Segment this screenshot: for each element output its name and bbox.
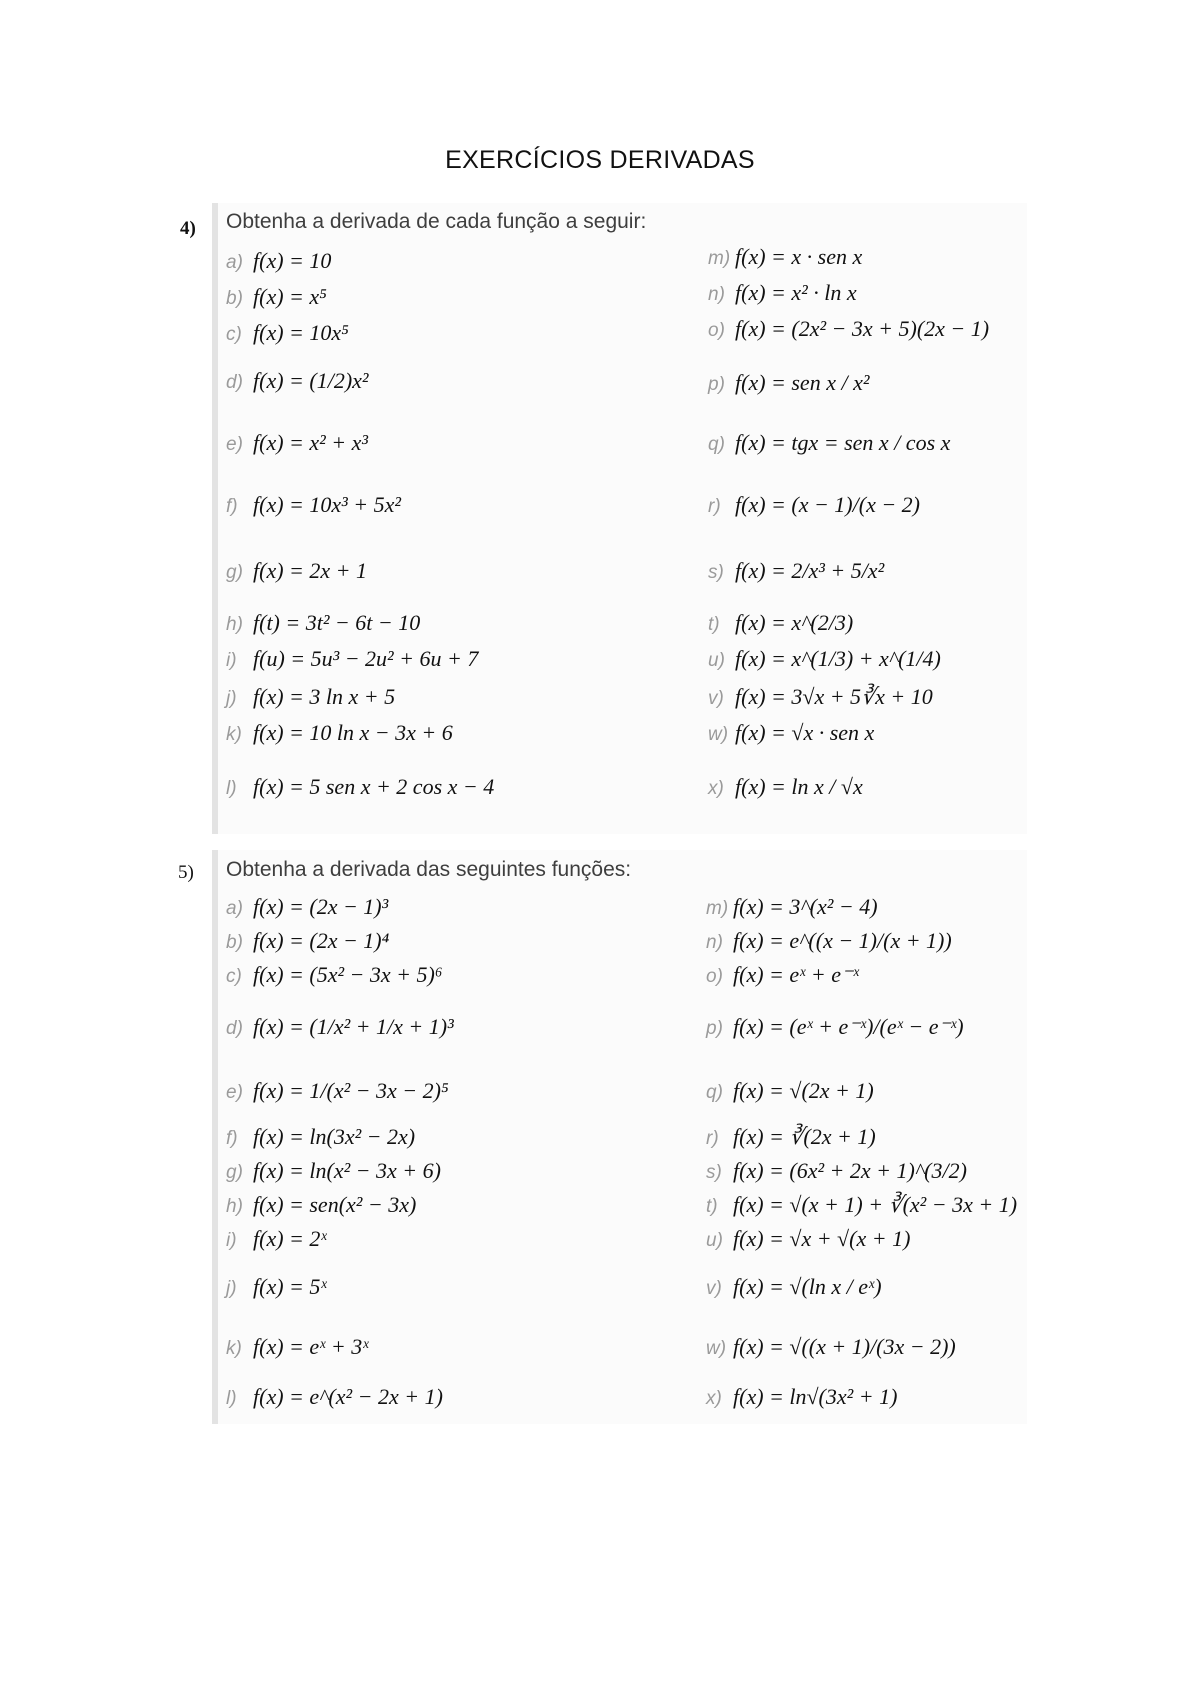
exercise-label: u) bbox=[706, 1230, 723, 1251]
exercise-item bbox=[226, 896, 388, 918]
exercise-expression: f(x) = x² + x³ bbox=[253, 430, 368, 455]
exercise-expression: f(x) = sen x / x² bbox=[735, 370, 870, 395]
exercise-item bbox=[706, 1016, 964, 1038]
exercise-label: h) bbox=[226, 614, 243, 635]
exercise-expression: f(x) = √x · sen x bbox=[735, 720, 875, 745]
exercise-label: w) bbox=[706, 1338, 727, 1359]
exercise-expression: f(x) = ln(3x² − 2x) bbox=[253, 1124, 416, 1149]
exercise-expression: f(x) = ln(x² − 3x + 6) bbox=[253, 1158, 441, 1183]
exercise-item bbox=[226, 250, 331, 272]
exercise-item bbox=[226, 1276, 327, 1298]
exercise-expression: f(u) = 5u³ − 2u² + 6u + 7 bbox=[253, 646, 479, 671]
exercise-label: o) bbox=[706, 966, 723, 987]
exercise-item bbox=[708, 722, 874, 744]
exercise-expression: f(x) = 3^(x² − 4) bbox=[733, 894, 878, 919]
exercise-label: i) bbox=[226, 650, 237, 671]
exercise-label: n) bbox=[706, 932, 723, 953]
exercise-expression: f(x) = 5 sen x + 2 cos x − 4 bbox=[253, 774, 495, 799]
exercise-expression: f(x) = ln x / √x bbox=[735, 774, 863, 799]
exercise-expression: f(x) = 2/x³ + 5/x² bbox=[735, 558, 885, 583]
question-instruction: Obtenha a derivada das seguintes funções: bbox=[226, 858, 632, 881]
exercise-expression: f(x) = 2x + 1 bbox=[253, 558, 367, 583]
exercise-item bbox=[226, 1016, 454, 1038]
exercise-expression: f(x) = tgx = sen x / cos x bbox=[735, 430, 951, 455]
exercise-label: k) bbox=[226, 724, 242, 745]
exercise-item bbox=[706, 1194, 1017, 1216]
exercise-item bbox=[226, 648, 478, 670]
exercise-item bbox=[708, 560, 884, 582]
exercise-item bbox=[226, 432, 368, 454]
exercise-item bbox=[226, 686, 395, 708]
exercise-item bbox=[706, 1126, 876, 1148]
exercise-item bbox=[226, 560, 367, 582]
exercise-label: f) bbox=[226, 1128, 238, 1149]
exercise-label: a) bbox=[226, 252, 243, 273]
exercise-label: i) bbox=[226, 1230, 237, 1251]
exercise-expression: f(x) = (2x − 1)³ bbox=[253, 894, 389, 919]
exercise-label: s) bbox=[708, 562, 724, 583]
exercise-expression: f(x) = (eˣ + e⁻ˣ)/(eˣ − e⁻ˣ) bbox=[733, 1014, 964, 1039]
exercise-expression: f(x) = ∛(2x + 1) bbox=[733, 1124, 876, 1149]
exercise-label: v) bbox=[706, 1278, 722, 1299]
exercise-expression: f(x) = (x − 1)/(x − 2) bbox=[735, 492, 921, 517]
exercise-expression: f(x) = 5ˣ bbox=[253, 1274, 327, 1299]
exercise-label: p) bbox=[706, 1018, 723, 1039]
exercise-label: h) bbox=[226, 1196, 243, 1217]
exercise-label: n) bbox=[708, 284, 725, 305]
exercise-expression: f(x) = 10 ln x − 3x + 6 bbox=[253, 720, 453, 745]
exercise-label: o) bbox=[708, 320, 725, 341]
exercise-expression: f(x) = 3 ln x + 5 bbox=[253, 684, 396, 709]
scan-edge-5 bbox=[212, 850, 218, 1424]
exercise-label: f) bbox=[226, 496, 238, 517]
exercise-item bbox=[706, 1228, 910, 1250]
exercise-expression: f(x) = 3√x + 5∛x + 10 bbox=[735, 684, 933, 709]
exercise-expression: f(x) = 2ˣ bbox=[253, 1226, 327, 1251]
exercise-expression: f(x) = x⁵ bbox=[253, 284, 327, 309]
exercise-expression: f(x) = x^(1/3) + x^(1/4) bbox=[735, 646, 941, 671]
exercise-item bbox=[226, 1336, 368, 1358]
exercise-item bbox=[226, 1080, 449, 1102]
exercise-label: q) bbox=[708, 434, 725, 455]
exercise-item bbox=[708, 686, 933, 708]
exercise-label: c) bbox=[226, 966, 242, 987]
exercise-label: s) bbox=[706, 1162, 722, 1183]
exercise-item bbox=[226, 722, 453, 744]
exercise-item bbox=[226, 370, 369, 392]
exercise-label: g) bbox=[226, 562, 243, 583]
exercise-label: u) bbox=[708, 650, 725, 671]
exercise-expression: f(x) = (6x² + 2x + 1)^(3/2) bbox=[733, 1158, 967, 1183]
exercise-expression: f(x) = (2x² − 3x + 5)(2x − 1) bbox=[735, 316, 990, 341]
exercise-expression: f(x) = √(x + 1) + ∛(x² − 3x + 1) bbox=[733, 1192, 1018, 1217]
exercise-item bbox=[708, 246, 862, 268]
exercise-expression: f(x) = √((x + 1)/(3x − 2)) bbox=[733, 1334, 956, 1359]
exercise-label: t) bbox=[706, 1196, 718, 1217]
exercise-item bbox=[706, 930, 952, 952]
exercise-item bbox=[706, 1080, 874, 1102]
exercise-label: d) bbox=[226, 1018, 243, 1039]
exercise-expression: f(t) = 3t² − 6t − 10 bbox=[253, 610, 421, 635]
exercise-label: w) bbox=[708, 724, 729, 745]
exercise-label: j) bbox=[226, 688, 237, 709]
exercise-item bbox=[708, 776, 863, 798]
exercise-item bbox=[706, 1386, 897, 1408]
exercise-label: m) bbox=[708, 248, 731, 269]
exercise-item bbox=[708, 432, 950, 454]
exercise-item bbox=[226, 1160, 441, 1182]
exercise-expression: f(x) = e^((x − 1)/(x + 1)) bbox=[733, 928, 952, 953]
question-number: 4) bbox=[180, 218, 196, 239]
exercise-item bbox=[708, 612, 853, 634]
exercise-label: j) bbox=[226, 1278, 237, 1299]
exercise-item bbox=[226, 612, 420, 634]
exercise-item bbox=[226, 494, 401, 516]
exercise-item bbox=[226, 1194, 416, 1216]
exercise-label: p) bbox=[708, 374, 725, 395]
exercise-label: r) bbox=[706, 1128, 719, 1149]
question-instruction: Obtenha a derivada de cada função a seguir: bbox=[226, 210, 647, 233]
exercise-label: q) bbox=[706, 1082, 723, 1103]
exercise-item bbox=[226, 776, 494, 798]
exercise-expression: f(x) = √(2x + 1) bbox=[733, 1078, 874, 1103]
exercise-expression: f(x) = x^(2/3) bbox=[735, 610, 854, 635]
exercise-label: t) bbox=[708, 614, 720, 635]
exercise-expression: f(x) = ln√(3x² + 1) bbox=[733, 1384, 898, 1409]
exercise-label: l) bbox=[226, 778, 237, 799]
exercise-expression: f(x) = 10x³ + 5x² bbox=[253, 492, 401, 517]
exercise-item bbox=[226, 1228, 327, 1250]
exercise-expression: f(x) = 1/(x² − 3x − 2)⁵ bbox=[253, 1078, 449, 1103]
question-number: 5) bbox=[178, 862, 194, 883]
exercise-label: e) bbox=[226, 1082, 243, 1103]
exercise-item bbox=[706, 896, 878, 918]
exercise-item bbox=[708, 494, 920, 516]
exercise-label: b) bbox=[226, 288, 243, 309]
exercise-item bbox=[706, 1336, 956, 1358]
exercise-label: v) bbox=[708, 688, 724, 709]
exercise-item bbox=[706, 964, 859, 986]
exercise-item bbox=[708, 282, 857, 304]
exercise-item bbox=[226, 1386, 443, 1408]
exercise-label: b) bbox=[226, 932, 243, 953]
exercise-expression: f(x) = e^(x² − 2x + 1) bbox=[253, 1384, 443, 1409]
exercise-label: l) bbox=[226, 1388, 237, 1409]
exercise-label: m) bbox=[706, 898, 729, 919]
exercise-label: a) bbox=[226, 898, 243, 919]
exercise-item bbox=[226, 1126, 415, 1148]
exercise-expression: f(x) = sen(x² − 3x) bbox=[253, 1192, 417, 1217]
exercise-label: x) bbox=[708, 778, 724, 799]
exercise-expression: f(x) = (2x − 1)⁴ bbox=[253, 928, 390, 953]
exercise-label: e) bbox=[226, 434, 243, 455]
exercise-label: r) bbox=[708, 496, 721, 517]
exercise-label: g) bbox=[226, 1162, 243, 1183]
exercise-item bbox=[708, 648, 941, 670]
exercise-label: x) bbox=[706, 1388, 722, 1409]
exercise-expression: f(x) = 10 bbox=[253, 248, 332, 273]
exercise-expression: f(x) = (1/2)x² bbox=[253, 368, 369, 393]
document-title: EXERCÍCIOS DERIVADAS bbox=[445, 146, 755, 174]
exercise-item bbox=[226, 964, 443, 986]
exercise-label: d) bbox=[226, 372, 243, 393]
exercise-item bbox=[706, 1276, 882, 1298]
exercise-expression: f(x) = √(ln x / eˣ) bbox=[733, 1274, 882, 1299]
exercise-item bbox=[708, 318, 989, 340]
exercise-expression: f(x) = 10x⁵ bbox=[253, 320, 349, 345]
exercise-label: c) bbox=[226, 324, 242, 345]
exercise-item bbox=[706, 1160, 967, 1182]
exercise-item bbox=[226, 322, 349, 344]
exercise-expression: f(x) = √x + √(x + 1) bbox=[733, 1226, 911, 1251]
exercise-expression: f(x) = eˣ + 3ˣ bbox=[253, 1334, 369, 1359]
exercise-expression: f(x) = (1/x² + 1/x + 1)³ bbox=[253, 1014, 454, 1039]
scan-edge-4 bbox=[212, 203, 218, 834]
exercise-item bbox=[226, 286, 327, 308]
exercise-label: k) bbox=[226, 1338, 242, 1359]
exercise-item bbox=[708, 372, 869, 394]
exercise-expression: f(x) = (5x² − 3x + 5)⁶ bbox=[253, 962, 443, 987]
exercise-expression: f(x) = x² · ln x bbox=[735, 280, 857, 305]
exercise-item bbox=[226, 930, 389, 952]
exercise-expression: f(x) = eˣ + e⁻ˣ bbox=[733, 962, 859, 987]
exercise-expression: f(x) = x · sen x bbox=[735, 244, 863, 269]
